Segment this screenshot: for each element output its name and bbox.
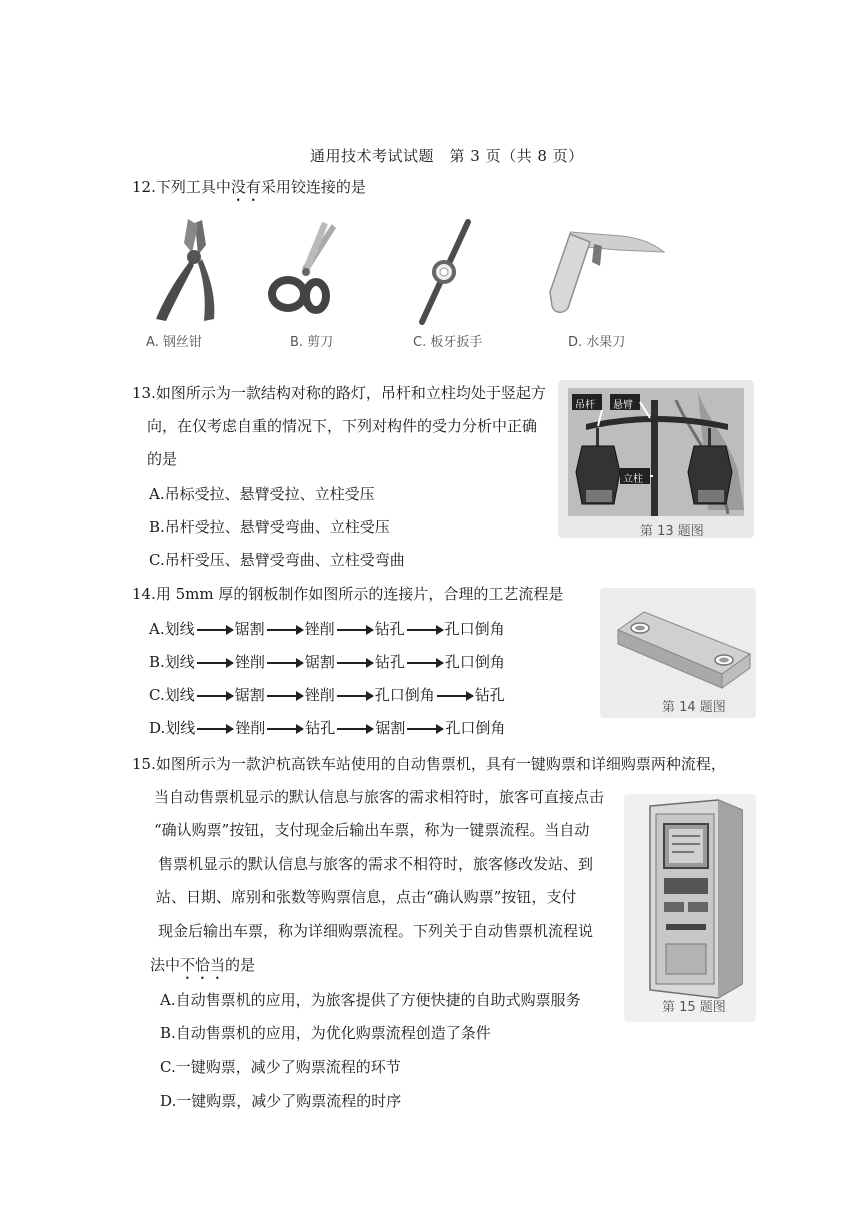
process-step: 锯割 [234,620,265,638]
process-step: 划线 [165,719,196,737]
q14-stem: 14.用 5mm 厚的钢板制作如图所示的连接片，合理的工艺流程是 [132,585,564,603]
q15-stem-line2: 当自动售票机显示的默认信息与旅客的需求相符时，旅客可直接点击 [154,788,605,806]
q15-line7-post: 的是 [225,956,256,974]
q15-figure [624,794,756,1022]
process-step: 钻孔 [305,719,336,737]
q13-stem-line3: 的是 [147,450,178,468]
q15-stem-line3: “确认购票”按钮，支付现金后输出车票，称为一键票流程。当自动 [154,821,590,839]
die-wrench-image [410,218,480,328]
process-step: 孔口倒角 [444,653,505,671]
q15-caption: 第 15 题图 [662,1000,726,1015]
q13-stem-line2: 向，在仅考虑自重的情况下，下列对构件的受力分析中正确 [147,417,538,435]
q13-option-c: C.吊杆受压、悬臂受弯曲、立柱受弯曲 [149,551,405,569]
q15-stem-line6: 现金后输出车票，称为详细购票流程。下列关于自动售票机流程说 [158,922,594,940]
q12-option-b: B. 剪刀 [290,335,334,350]
q12-stem-pre: 12.下列工具中 [132,178,231,196]
process-step: 钻孔 [374,653,405,671]
process-step: 钻孔 [374,620,405,638]
q15-option-a: A.自动售票机的应用，为旅客提供了方便快捷的自助式购票服务 [160,991,581,1009]
process-step: 锉削 [234,653,265,671]
arrow-icon [197,695,233,697]
arrow-icon [267,728,303,730]
option-letter: C. [149,686,165,704]
process-step: 划线 [164,686,195,704]
ticket-machine-image [624,794,756,1022]
arrow-icon [267,629,303,631]
arrow-icon [337,662,373,664]
q15-stem-line4: 售票机显示的默认信息与旅客的需求不相符时，旅客修改发站、到 [158,855,594,873]
process-step: 划线 [164,620,195,638]
q13-option-b: B.吊杆受拉、悬臂受弯曲、立柱受压 [149,518,390,536]
arrow-icon [337,728,373,730]
process-step: 锉削 [304,620,335,638]
process-step: 划线 [164,653,195,671]
q12-option-d: D. 水果刀 [568,335,626,350]
q15-stem-line1: 15.如图所示为一款沪杭高铁车站使用的自动售票机，具有一键购票和详细购票两种流程， [132,755,726,773]
pliers-image [140,215,230,325]
arrow-icon [267,695,303,697]
q13-figure [558,380,754,538]
q12-stem [132,177,366,205]
lamp-label-pillar: 立柱 [623,474,643,485]
q13-option-a: A.吊标受拉、悬臂受拉、立柱受压 [149,485,375,503]
q14-option-d [149,718,505,738]
process-step: 锯割 [304,653,335,671]
arrow-icon [407,629,443,631]
q14-option-a [149,619,505,639]
fruit-knife-image [540,222,670,322]
q15-line7-pre: 法中 [150,956,181,974]
process-step: 锉削 [304,686,335,704]
option-letter: D. [149,719,166,737]
arrow-icon [437,695,473,697]
arrow-icon [197,662,233,664]
process-step: 孔口倒角 [374,686,435,704]
arrow-icon [337,695,373,697]
q13-caption: 第 13 题图 [640,524,704,538]
q15-emphasis: 不恰当 [180,956,226,974]
q12-option-a: A. 钢丝钳 [146,335,202,350]
q12-option-c: C. 板牙扳手 [413,335,483,350]
q15-stem-line7 [150,955,255,983]
q14-option-c [149,685,505,705]
q14-figure [600,588,756,718]
process-step: 孔口倒角 [444,620,505,638]
option-letter: A. [149,620,165,638]
process-step: 孔口倒角 [445,719,506,737]
q13-stem-line1: 13.如图所示为一款结构对称的路灯，吊杆和立柱均处于竖起方 [132,384,546,402]
q15-stem-line5: 站、日期、席别和张数等购票信息，点击“确认购票”按钮，支付 [156,888,577,906]
q15-option-d: D.一键购票，减少了购票流程的时序 [160,1092,402,1110]
scissors-image [262,222,347,317]
q12-emphasis: 没有 [230,178,261,196]
process-step: 锉削 [235,719,266,737]
q14-caption: 第 14 题图 [662,700,726,715]
arrow-icon [267,662,303,664]
q14-option-b [149,652,505,672]
arrow-icon [197,728,233,730]
q12-stem-post: 采用铰连接的是 [260,178,366,196]
arrow-icon [407,728,443,730]
option-letter: B. [149,653,165,671]
process-step: 钻孔 [474,686,505,704]
arrow-icon [337,629,373,631]
q15-option-c: C.一键购票，减少了购票流程的环节 [160,1058,401,1076]
arrow-icon [197,629,233,631]
process-step: 锯割 [234,686,265,704]
q15-option-b: B.自动售票机的应用，为优化购票流程创造了条件 [160,1024,491,1042]
process-step: 锯割 [375,719,406,737]
lamp-label-rod: 吊杆 [575,400,595,411]
page-header: 通用技术考试试题 第 3 页（共 8 页） [310,147,584,165]
arrow-icon [407,662,443,664]
lamp-label-arm: 悬臂 [613,400,633,411]
